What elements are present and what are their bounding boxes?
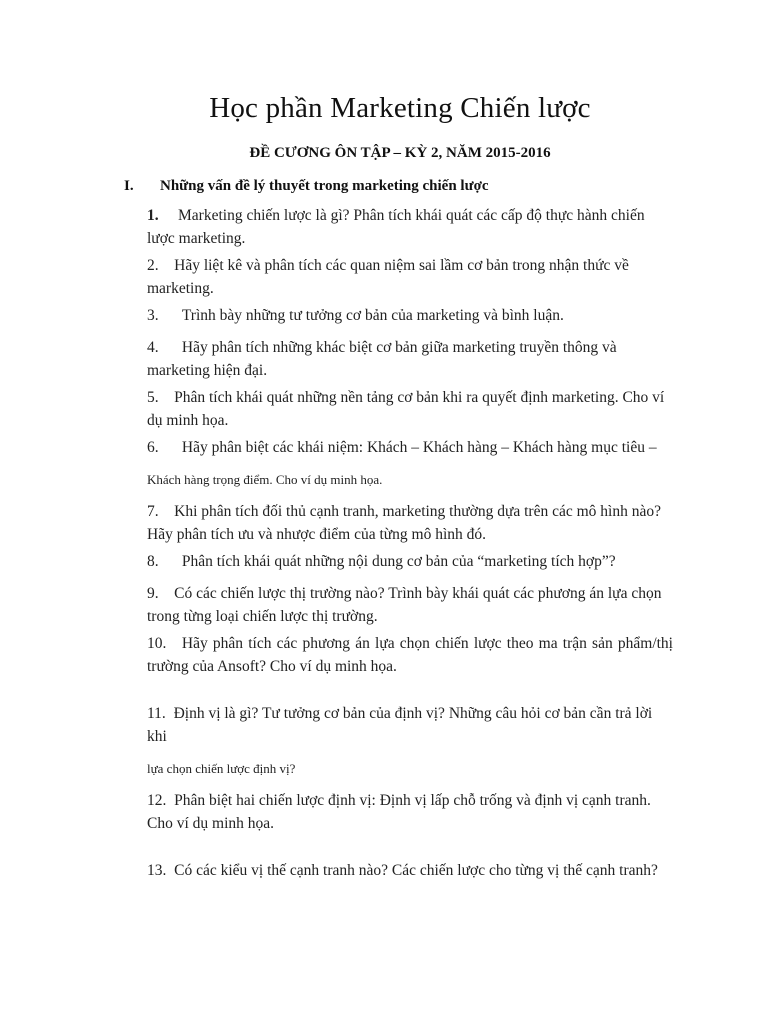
question-list bbox=[147, 204, 673, 882]
question-item bbox=[147, 386, 673, 432]
question-text: Có các kiểu vị thế cạnh tranh nào? Các chiến lược cho từng vị thế cạnh tranh? bbox=[174, 862, 658, 879]
question-number: 8. bbox=[147, 553, 159, 570]
question-text: Có các chiến lược thị trường nào? Trình bày khái quát các phương án lựa chọn trong từng loại chiến lược thị trường. bbox=[147, 585, 662, 625]
question-item bbox=[147, 254, 673, 300]
question-item bbox=[147, 550, 673, 573]
question-number: 11. bbox=[147, 705, 166, 722]
question-text: Phân tích khái quát những nền tảng cơ bản khi ra quyết định marketing. Cho ví dụ minh họa. bbox=[147, 389, 665, 429]
question-item bbox=[147, 582, 673, 628]
question-continuation: lựa chọn chiến lược định vị? bbox=[147, 761, 296, 776]
question-number: 1. bbox=[147, 207, 159, 224]
question-item bbox=[147, 789, 673, 835]
question-item bbox=[147, 304, 673, 327]
question-number: 3. bbox=[147, 307, 159, 324]
question-text: Hãy liệt kê và phân tích các quan niệm sai lầm cơ bản trong nhận thức về marketing. bbox=[147, 257, 629, 297]
document-title: Học phần Marketing Chiến lược bbox=[209, 92, 591, 124]
question-text: Hãy phân tích những khác biệt cơ bản giữa marketing truyền thông và marketing hiện đại. bbox=[147, 339, 617, 379]
section-heading bbox=[124, 178, 489, 195]
question-number: 12. bbox=[147, 792, 167, 809]
section-number: I. bbox=[124, 178, 134, 194]
question-item bbox=[147, 336, 673, 382]
question-text: Khi phân tích đối thủ cạnh tranh, marketing thường dựa trên các mô hình nào? Hãy phân tích ưu và nhược điểm của từng mô hình đó. bbox=[147, 503, 661, 543]
question-continuation: Khách hàng trọng điểm. Cho ví dụ minh họa. bbox=[147, 472, 383, 487]
question-text: Định vị là gì? Tư tưởng cơ bản của định vị? Những câu hỏi cơ bản cần trả lời khi bbox=[147, 705, 653, 745]
question-text: Marketing chiến lược là gì? Phân tích khái quát các cấp độ thực hành chiến lược marketing. bbox=[147, 207, 645, 247]
question-item bbox=[147, 500, 673, 546]
question-text: Trình bày những tư tưởng cơ bản của marketing và bình luận. bbox=[181, 307, 564, 324]
question-number: 2. bbox=[147, 257, 159, 274]
question-item bbox=[147, 632, 673, 678]
question-number: 5. bbox=[147, 389, 159, 406]
question-item bbox=[147, 436, 673, 459]
question-text: Hãy phân tích các phương án lựa chọn chiến lược theo ma trận sản phẩm/thị trường của Ansoft? Cho ví dụ minh họa. bbox=[147, 635, 673, 675]
question-item bbox=[147, 859, 673, 882]
document-subtitle: ĐỀ CƯƠNG ÔN TẬP – KỲ 2, NĂM 2015-2016 bbox=[249, 145, 551, 161]
question-item bbox=[147, 204, 673, 250]
question-number: 13. bbox=[147, 862, 167, 879]
question-text: Phân tích khái quát những nội dung cơ bản của “marketing tích hợp”? bbox=[181, 553, 616, 570]
question-text: Hãy phân biệt các khái niệm: Khách – Khách hàng – Khách hàng mục tiêu – bbox=[181, 439, 657, 456]
question-number: 10. bbox=[147, 635, 167, 652]
question-item bbox=[147, 702, 673, 748]
question-number: 9. bbox=[147, 585, 159, 602]
section-title: Những vấn đề lý thuyết trong marketing chiến lược bbox=[160, 178, 489, 194]
question-text: Phân biệt hai chiến lược định vị: Định vị lấp chỗ trống và định vị cạnh tranh. Cho ví dụ minh họa. bbox=[147, 792, 651, 832]
question-number: 6. bbox=[147, 439, 159, 456]
question-number: 4. bbox=[147, 339, 159, 356]
question-number: 7. bbox=[147, 503, 159, 520]
